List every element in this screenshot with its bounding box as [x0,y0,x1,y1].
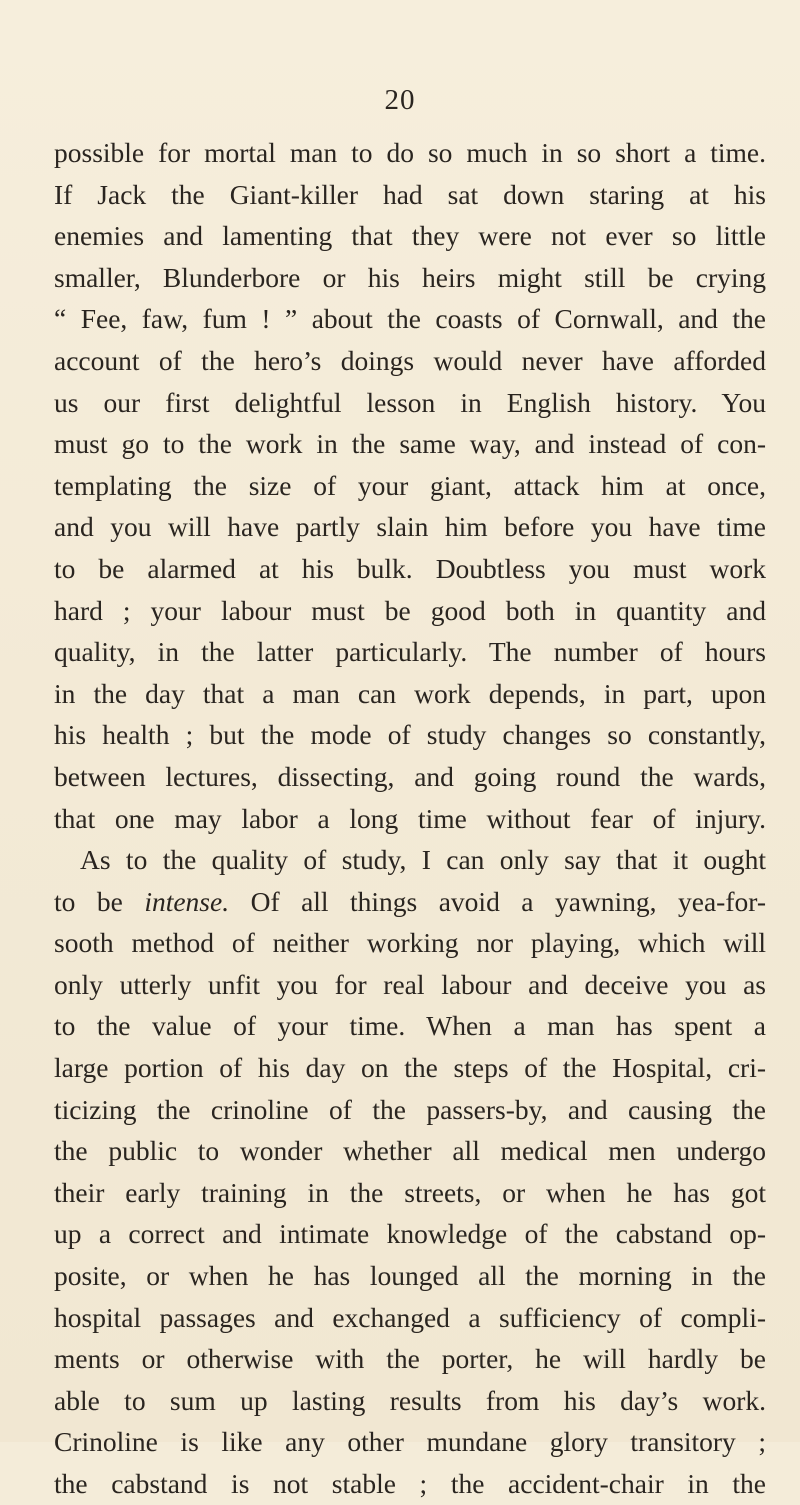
text-line: their early training in the streets, or when he has got [54,1176,766,1208]
text-line: quality, in the latter particularly. The number of hours [54,636,766,668]
text-line: must go to the work in the same way, and instead of con- [54,428,766,460]
text-line: that one may labor a long time without fear of injury. [54,802,766,834]
text-line: and you will have partly slain him before you have time [54,511,766,543]
text-line-mixed [54,881,766,923]
text-line: the public to wonder whether all medical men undergo [54,1135,766,1167]
emphasis-text: intense. [144,885,230,917]
text-line: possible for mortal man to do so much in so short a time. [54,137,766,168]
text-line: “ Fee, faw, fum ! ” about the coasts of Cornwall, and the [54,303,766,335]
text-line: between lectures, dissecting, and going round the wards, [54,760,766,792]
text-line: us our first delightful lesson in English history. You [54,386,766,418]
text-line: templating the size of your giant, attack him at once, [54,469,766,501]
text-segment: Of all things avoid a yawning, yea-for- [250,885,767,917]
text-line: Crinoline is like any other mundane glory transitory ; [54,1426,766,1458]
text-line: smaller, Blunderbore or his heirs might still be crying [54,261,766,293]
text-line: hard ; your labour must be good both in quantity and [54,594,766,626]
text-line: in the day that a man can work depends, in part, upon [54,677,766,709]
text-line: large portion of his day on the steps of the Hospital, cri- [54,1052,766,1084]
text-line: his health ; but the mode of study changes so constantly, [54,719,766,751]
text-line: to the value of your time. When a man has spent a [54,1010,766,1042]
text-line: up a correct and intimate knowledge of the cabstand op- [54,1218,766,1250]
page-number: 20 [384,84,416,116]
text-segment: to be [54,885,123,917]
text-line: the cabstand is not stable ; the accident-chair in the [54,1468,766,1499]
text-line: hospital passages and exchanged a sufficiency of compli- [54,1301,766,1333]
text-line: As to the quality of study, I can only say that it ought [80,844,766,876]
text-line: sooth method of neither working nor playing, which will [54,927,766,959]
text-line: to be alarmed at his bulk. Doubtless you must work [54,552,766,584]
text-line: enemies and lamenting that they were not ever so little [54,220,766,252]
text-line: able to sum up lasting results from his day’s work. [54,1384,766,1416]
text-line: only utterly unfit you for real labour and deceive you as [54,968,766,1000]
text-line: posite, or when he has lounged all the morning in the [54,1260,766,1292]
text-line: account of the hero’s doings would never have afforded [54,344,766,376]
text-line: ments or otherwise with the porter, he will hardly be [54,1343,766,1375]
text-line: If Jack the Giant-killer had sat down staring at his [54,178,766,210]
body-text [54,132,766,1505]
text-line: ticizing the crinoline of the passers-by, and causing the [54,1093,766,1125]
